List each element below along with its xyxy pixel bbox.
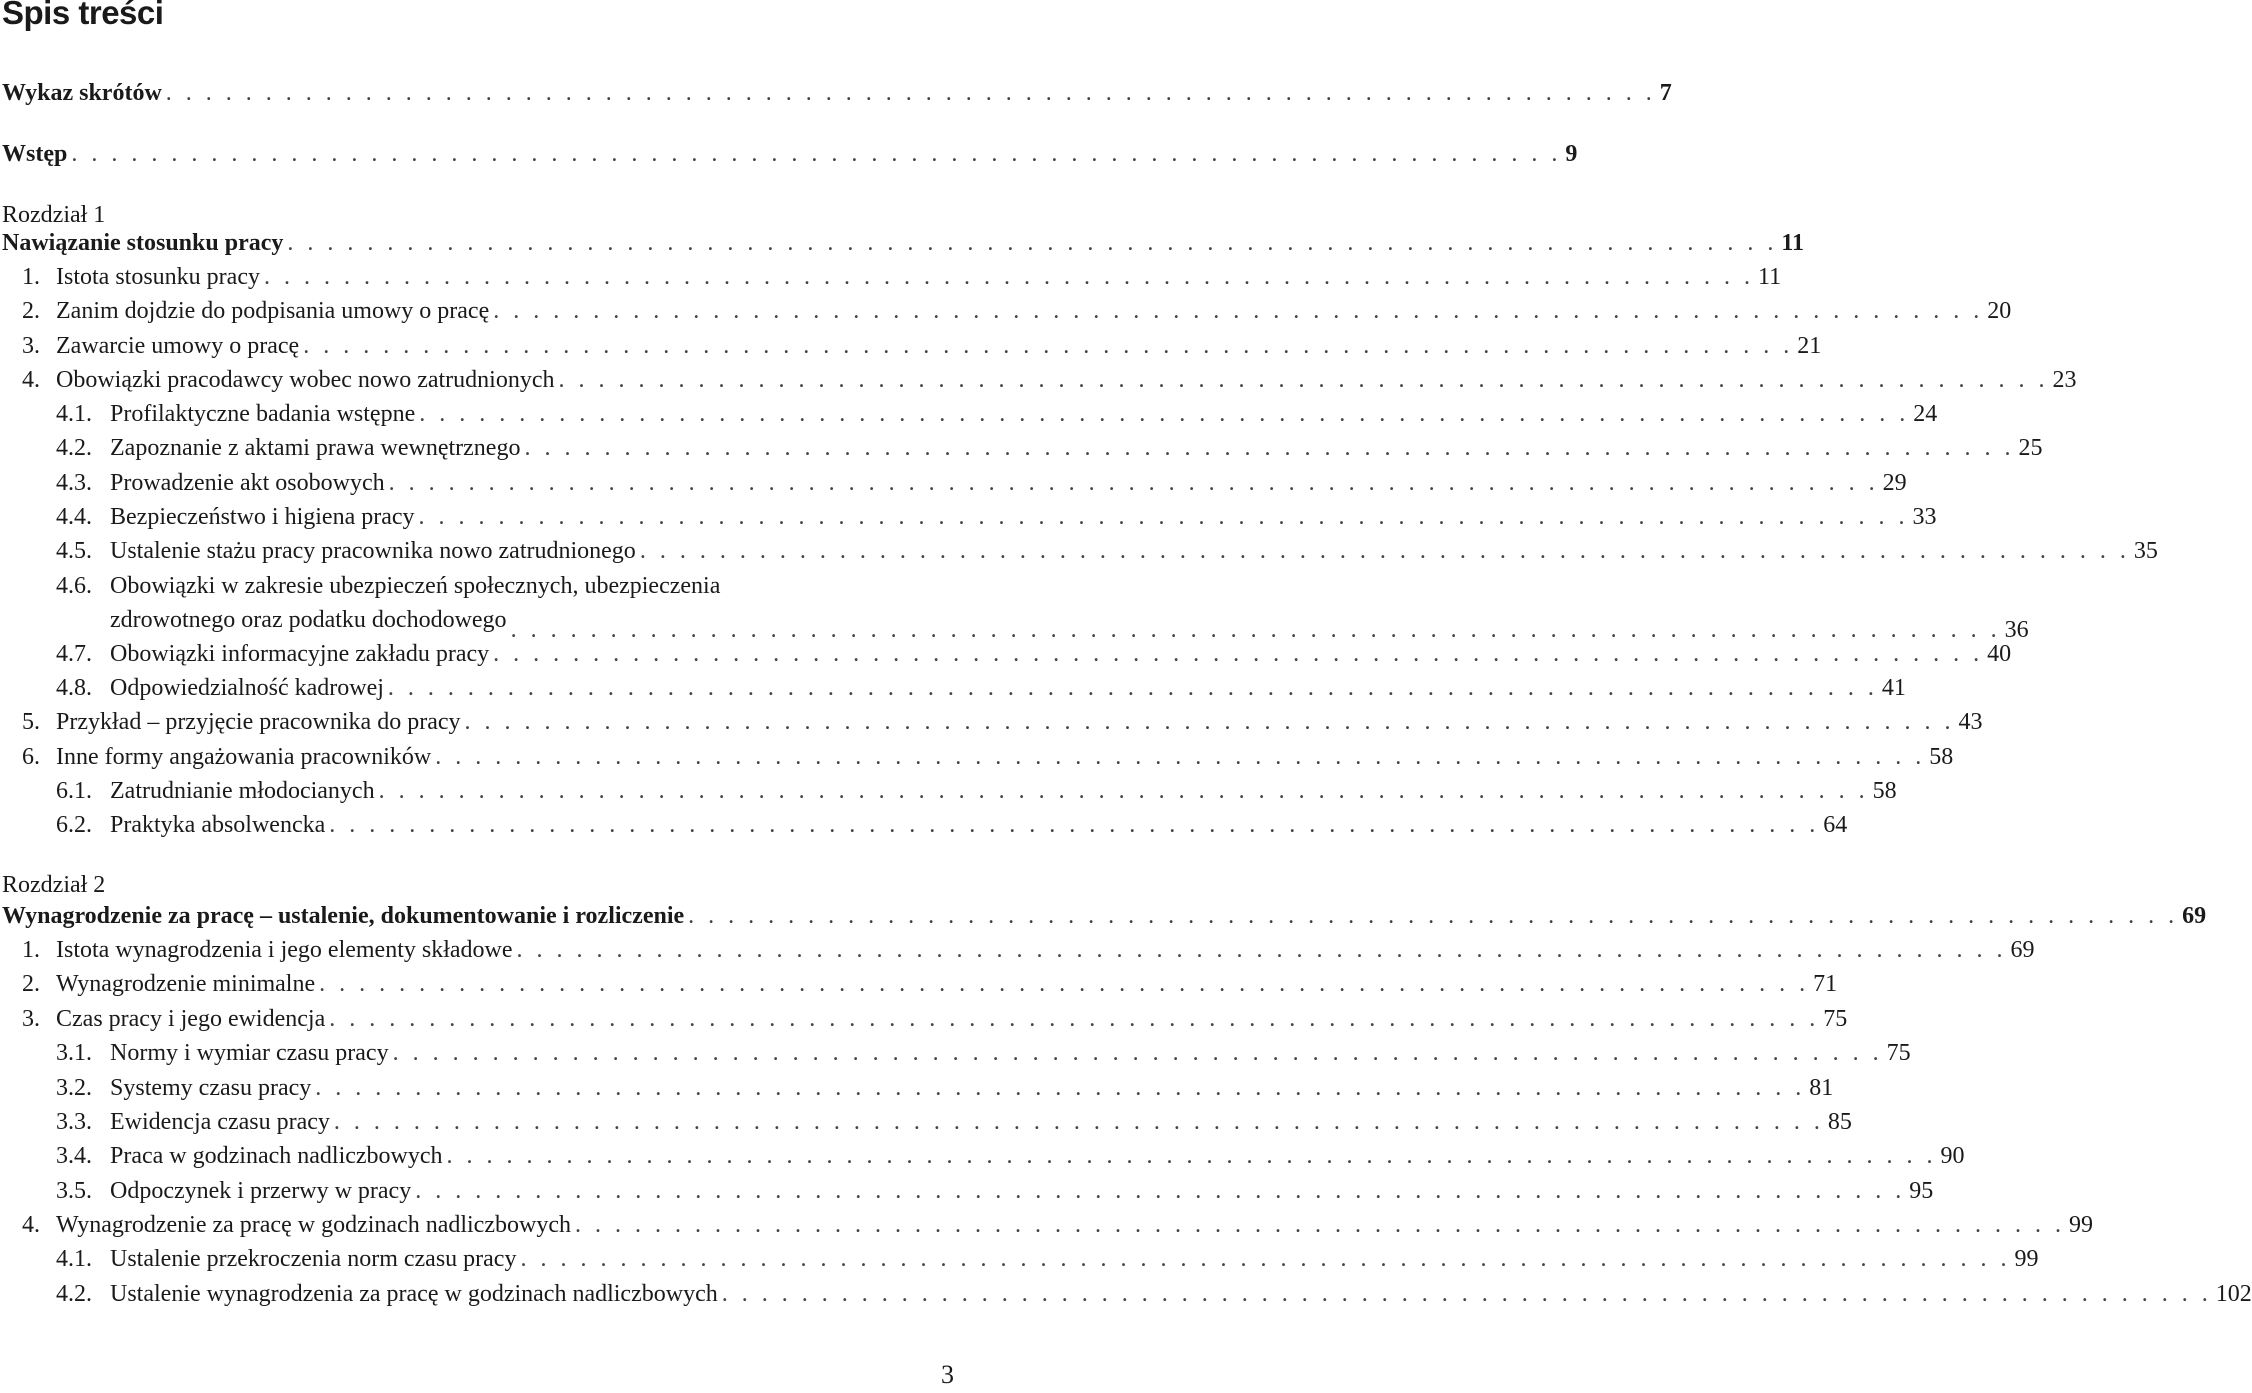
- toc-entry-number: 1.: [22, 937, 40, 963]
- dot-leader: . . . . . . . . . . . . . . . . . . . . . . . . . . . . . . . . . . . . . . . . . . . . . . . . . . . . . . . . . . . . . . . . . . . . . . . . . . .: [639, 538, 2130, 564]
- toc-entry[interactable]: [0, 431, 2043, 465]
- toc-entry-page: 69: [2182, 903, 2207, 929]
- toc-entry[interactable]: [0, 294, 2012, 328]
- dot-leader: . . . . . . . . . . . . . . . . . . . . . . . . . . . . . . . . . . . . . . . . . . . . . . . . . . . . . . . . . . . . . . . . . . . . . . . . . . .: [315, 1075, 1806, 1101]
- toc-entry[interactable]: [0, 1036, 1911, 1070]
- toc-entry-title: Istota wynagrodzenia i jego elementy składowe: [56, 937, 513, 963]
- toc-entry-title: Obowiązki informacyjne zakładu pracy: [110, 641, 490, 667]
- toc-entry-number: 4.4.: [56, 504, 92, 530]
- toc-entry-number: 3.2.: [56, 1075, 92, 1101]
- dot-leader: . . . . . . . . . . . . . . . . . . . . . . . . . . . . . . . . . . . . . . . . . . . . . . . . . . . . . . . . . . . . . . . . . . . . . . . . . . .: [415, 1178, 1906, 1204]
- dot-leader: . . . . . . . . . . . . . . . . . . . . . . . . . . . . . . . . . . . . . . . . . . . . . . . . . . . . . . . . . . . . . . . . . . . . . . . . . . .: [71, 141, 1562, 167]
- toc-entry-number: 4.2.: [56, 435, 92, 461]
- dot-leader: . . . . . . . . . . . . . . . . . . . . . . . . . . . . . . . . . . . . . . . . . . . . . . . . . . . . . . . . . . . . . . . . . . . . . . . . . . .: [378, 778, 1869, 804]
- dot-leader: . . . . . . . . . . . . . . . . . . . . . . . . . . . . . . . . . . . . . . . . . . . . . . . . . . . . . . . . . . . . . . . . . . . . . . . . . . .: [435, 744, 1926, 770]
- toc-entry-page: 20: [1987, 298, 2012, 324]
- dot-leader: . . . . . . . . . . . . . . . . . . . . . . . . . . . . . . . . . . . . . . . . . . . . . . . . . . . . . . . . . . . . . . . . . . . . . . . . . . .: [574, 1212, 2065, 1238]
- toc-entry[interactable]: [0, 808, 1848, 842]
- toc-entry[interactable]: [0, 1242, 2039, 1276]
- toc-entry-title: Zanim dojdzie do podpisania umowy o pracę: [56, 298, 490, 324]
- toc-entry-page: 11: [1781, 230, 1805, 256]
- toc-entry-title: Wynagrodzenie za pracę – ustalenie, dokumentowanie i rozliczenie: [2, 903, 685, 929]
- toc-entry-page: 33: [1912, 504, 1937, 530]
- toc-entry-title: Zapoznanie z aktami prawa wewnętrznego: [110, 435, 521, 461]
- dot-leader: . . . . . . . . . . . . . . . . . . . . . . . . . . . . . . . . . . . . . . . . . . . . . . . . . . . . . . . . . . . . . . . . . . . . . . . . . . .: [558, 367, 2049, 393]
- toc-entry[interactable]: [0, 329, 1822, 363]
- dot-leader: . . . . . . . . . . . . . . . . . . . . . . . . . . . . . . . . . . . . . . . . . . . . . . . . . . . . . . . . . . . . . . . . . . . . . . . . . . .: [464, 709, 1955, 735]
- toc-entry-number: 3.1.: [56, 1040, 92, 1066]
- toc-entry-title: Bezpieczeństwo i higiena pracy: [110, 504, 415, 530]
- dot-leader: . . . . . . . . . . . . . . . . . . . . . . . . . . . . . . . . . . . . . . . . . . . . . . . . . . . . . . . . . . . . . . . . . . . . . . . . . . .: [721, 1281, 2212, 1307]
- chapter-heading: Rozdział 2: [2, 872, 106, 898]
- toc-entry-number: 5.: [22, 709, 40, 735]
- toc-entry[interactable]: [0, 500, 1937, 534]
- toc-entry-page: 99: [2014, 1246, 2039, 1272]
- toc-entry-title: Wynagrodzenie minimalne: [56, 971, 316, 997]
- toc-entry-page: 41: [1881, 675, 1906, 701]
- toc-entry-number: 4.7.: [56, 641, 92, 667]
- toc-entry-title: Ewidencja czasu pracy: [110, 1109, 330, 1135]
- toc-entry-number: 4.: [22, 367, 40, 393]
- toc-entry-page: 81: [1809, 1075, 1834, 1101]
- toc-entry-title: Wykaz skrótów: [2, 80, 162, 106]
- toc-entry-page: 29: [1882, 470, 1907, 496]
- chapter-heading: Rozdział 1: [2, 202, 106, 228]
- toc-entry-number: 3.4.: [56, 1143, 92, 1169]
- toc-entry-title: Inne formy angażowania pracowników: [56, 744, 432, 770]
- toc-entry-page: 25: [2018, 435, 2043, 461]
- toc-entry-page: 24: [1913, 401, 1938, 427]
- toc-entry-page: 58: [1929, 744, 1954, 770]
- toc-entry-page: 43: [1958, 709, 1983, 735]
- toc-entry-number: 4.6.: [56, 573, 92, 599]
- toc-entry-title: Normy i wymiar czasu pracy: [110, 1040, 389, 1066]
- dot-leader: . . . . . . . . . . . . . . . . . . . . . . . . . . . . . . . . . . . . . . . . . . . . . . . . . . . . . . . . . . . . . . . . . . . . . . . . . . .: [263, 264, 1754, 290]
- toc-entry-number: 3.: [22, 333, 40, 359]
- toc-entry-number: 6.1.: [56, 778, 92, 804]
- dot-leader: . . . . . . . . . . . . . . . . . . . . . . . . . . . . . . . . . . . . . . . . . . . . . . . . . . . . . . . . . . . . . . . . . . . . . . . . . . .: [388, 470, 1879, 496]
- toc-entry-title: Zawarcie umowy o pracę: [56, 333, 300, 359]
- toc-entry-title: Obowiązki pracodawcy wobec nowo zatrudnionych: [56, 367, 555, 393]
- toc-entry-title: Czas pracy i jego ewidencja: [56, 1006, 326, 1032]
- toc-entry[interactable]: [0, 1277, 2252, 1311]
- toc-entry-number: 4.: [22, 1212, 40, 1238]
- toc-entry-page: 58: [1872, 778, 1897, 804]
- toc-entry-number: 4.2.: [56, 1281, 92, 1307]
- toc-entry-page: 64: [1823, 812, 1848, 838]
- toc-entry[interactable]: [0, 933, 2035, 967]
- dot-leader: . . . . . . . . . . . . . . . . . . . . . . . . . . . . . . . . . . . . . . . . . . . . . . . . . . . . . . . . . . . . . . . . . . . . . . . . . . .: [524, 435, 2015, 461]
- toc-entry-page: 69: [2010, 937, 2035, 963]
- toc-entry-title: zdrowotnego oraz podatku dochodowego: [110, 607, 507, 633]
- page-number: 3: [941, 1360, 954, 1389]
- toc-entry[interactable]: [0, 637, 2012, 671]
- toc-entry[interactable]: [0, 705, 1983, 739]
- toc-entry-title: Wstęp: [2, 141, 68, 167]
- toc-entry-number: 4.8.: [56, 675, 92, 701]
- toc-entry-page: 102: [2215, 1281, 2252, 1307]
- toc-entry-number: 1.: [22, 264, 40, 290]
- toc-entry[interactable]: [0, 226, 1805, 260]
- toc-entry[interactable]: [0, 534, 2158, 568]
- toc-entry-page: 90: [1940, 1143, 1965, 1169]
- toc-entry-page: 85: [1827, 1109, 1852, 1135]
- toc-entry-page: 99: [2068, 1212, 2093, 1238]
- dot-leader: . . . . . . . . . . . . . . . . . . . . . . . . . . . . . . . . . . . . . . . . . . . . . . . . . . . . . . . . . . . . . . . . . . . . . . . . . . .: [329, 1006, 1820, 1032]
- dot-leader: . . . . . . . . . . . . . . . . . . . . . . . . . . . . . . . . . . . . . . . . . . . . . . . . . . . . . . . . . . . . . . . . . . . . . . . . . . .: [446, 1143, 1937, 1169]
- toc-entry-title: Przykład – przyjęcie pracownika do pracy: [56, 709, 461, 735]
- dot-leader: . . . . . . . . . . . . . . . . . . . . . . . . . . . . . . . . . . . . . . . . . . . . . . . . . . . . . . . . . . . . . . . . . . . . . . . . . . .: [516, 937, 2007, 963]
- toc-entry-title: Praktyka absolwencka: [110, 812, 326, 838]
- toc-entry-page: 11: [1757, 264, 1782, 290]
- toc-entry-title: Ustalenie stażu pracy pracownika nowo zatrudnionego: [110, 538, 636, 564]
- dot-leader: . . . . . . . . . . . . . . . . . . . . . . . . . . . . . . . . . . . . . . . . . . . . . . . . . . . . . . . . . . . . . . . . . . . . . . . . . . .: [303, 333, 1794, 359]
- toc-entry[interactable]: [0, 1071, 1834, 1105]
- toc-entry[interactable]: [0, 137, 1578, 171]
- toc-entry[interactable]: [0, 397, 1938, 431]
- toc-entry-page: 7: [1659, 80, 1672, 106]
- toc-entry[interactable]: [0, 1139, 1965, 1173]
- dot-leader: . . . . . . . . . . . . . . . . . . . . . . . . . . . . . . . . . . . . . . . . . . . . . . . . . . . . . . . . . . . . . . . . . . . . . . . . . . .: [419, 401, 1910, 427]
- dot-leader: . . . . . . . . . . . . . . . . . . . . . . . . . . . . . . . . . . . . . . . . . . . . . . . . . . . . . . . . . . . . . . . . . . . . . . . . . . .: [329, 812, 1820, 838]
- toc-entry-title: Odpowiedzialność kadrowej: [110, 675, 384, 701]
- dot-leader: . . . . . . . . . . . . . . . . . . . . . . . . . . . . . . . . . . . . . . . . . . . . . . . . . . . . . . . . . . . . . . . . . . . . . . . . . . .: [319, 971, 1810, 997]
- toc-entry-title: Ustalenie wynagrodzenia za pracę w godzinach nadliczbowych: [110, 1281, 718, 1307]
- dot-leader: . . . . . . . . . . . . . . . . . . . . . . . . . . . . . . . . . . . . . . . . . . . . . . . . . . . . . . . . . . . . . . . . . . . . . . . . . . .: [493, 641, 1984, 667]
- dot-leader: . . . . . . . . . . . . . . . . . . . . . . . . . . . . . . . . . . . . . . . . . . . . . . . . . . . . . . . . . . . . . . . . . . . . . . . . . . .: [510, 617, 2001, 643]
- toc-entry-title: Systemy czasu pracy: [110, 1075, 312, 1101]
- dot-leader: . . . . . . . . . . . . . . . . . . . . . . . . . . . . . . . . . . . . . . . . . . . . . . . . . . . . . . . . . . . . . . . . . . . . . . . . . . .: [392, 1040, 1883, 1066]
- toc-entry[interactable]: [0, 1105, 1852, 1139]
- toc-entry-title: Praca w godzinach nadliczbowych: [110, 1143, 443, 1169]
- toc-entry-title: Prowadzenie akt osobowych: [110, 470, 385, 496]
- toc-entry-page: 75: [1886, 1040, 1911, 1066]
- dot-leader: . . . . . . . . . . . . . . . . . . . . . . . . . . . . . . . . . . . . . . . . . . . . . . . . . . . . . . . . . . . . . . . . . . . . . . . . . . .: [493, 298, 1984, 324]
- toc-entry[interactable]: [0, 603, 2029, 643]
- toc-entry-page: 35: [2133, 538, 2158, 564]
- page-title: Spis treści: [2, 0, 164, 31]
- toc-entry-number: 4.1.: [56, 1246, 92, 1272]
- toc-entry-number: 4.3.: [56, 470, 92, 496]
- toc-entry-number: [56, 603, 110, 637]
- toc-entry-number: 3.5.: [56, 1178, 92, 1204]
- toc-entry[interactable]: [0, 671, 1906, 705]
- toc-entry[interactable]: [0, 774, 1897, 808]
- toc-entry-page: 95: [1909, 1178, 1934, 1204]
- dot-leader: . . . . . . . . . . . . . . . . . . . . . . . . . . . . . . . . . . . . . . . . . . . . . . . . . . . . . . . . . . . . . . . . . . . . . . . . . . .: [418, 504, 1909, 530]
- toc-entry[interactable]: [0, 466, 1907, 500]
- toc-entry[interactable]: [0, 1002, 1848, 1036]
- toc-entry-title: Istota stosunku pracy: [56, 264, 260, 290]
- toc-entry-page: 40: [1987, 641, 2012, 667]
- dot-leader: . . . . . . . . . . . . . . . . . . . . . . . . . . . . . . . . . . . . . . . . . . . . . . . . . . . . . . . . . . . . . . . . . . . . . . . . . . .: [688, 903, 2179, 929]
- toc-entry-number: 3.: [22, 1006, 40, 1032]
- toc-entry[interactable]: [0, 76, 1672, 110]
- toc-entry-multiline-start[interactable]: [56, 569, 720, 603]
- dot-leader: . . . . . . . . . . . . . . . . . . . . . . . . . . . . . . . . . . . . . . . . . . . . . . . . . . . . . . . . . . . . . . . . . . . . . . . . . . .: [165, 80, 1656, 106]
- toc-entry-title: Nawiązanie stosunku pracy: [2, 230, 284, 256]
- toc-entry-number: 2.: [22, 971, 40, 997]
- toc-entry-number: 3.3.: [56, 1109, 92, 1135]
- toc-entry-title: Zatrudnianie młodocianych: [110, 778, 375, 804]
- toc-entry-page: 9: [1565, 141, 1578, 167]
- toc-entry-number: 4.1.: [56, 401, 92, 427]
- toc-entry[interactable]: [0, 1208, 2093, 1242]
- toc-entry[interactable]: [0, 260, 1782, 294]
- toc-entry-title: Obowiązki w zakresie ubezpieczeń społecznych, ubezpieczenia: [110, 573, 721, 599]
- toc-entry-page: 21: [1797, 333, 1822, 359]
- toc-entry[interactable]: [0, 899, 2207, 933]
- dot-leader: . . . . . . . . . . . . . . . . . . . . . . . . . . . . . . . . . . . . . . . . . . . . . . . . . . . . . . . . . . . . . . . . . . . . . . . . . . .: [333, 1109, 1824, 1135]
- toc-entry-number: 6.: [22, 744, 40, 770]
- toc-entry-number: 2.: [22, 298, 40, 324]
- toc-entry[interactable]: [0, 967, 1838, 1001]
- toc-entry[interactable]: [0, 1174, 1934, 1208]
- toc-entry-title: Profilaktyczne badania wstępne: [110, 401, 416, 427]
- toc-entry-page: 71: [1813, 971, 1838, 997]
- toc-entry[interactable]: [0, 740, 1954, 774]
- toc-entry-title: Odpoczynek i przerwy w pracy: [110, 1178, 412, 1204]
- toc-entry-title: Wynagrodzenie za pracę w godzinach nadliczbowych: [56, 1212, 571, 1238]
- toc-entry-page: 23: [2052, 367, 2077, 393]
- toc-entry-number: 6.2.: [56, 812, 92, 838]
- toc-entry-page: 36: [2004, 617, 2029, 643]
- dot-leader: . . . . . . . . . . . . . . . . . . . . . . . . . . . . . . . . . . . . . . . . . . . . . . . . . . . . . . . . . . . . . . . . . . . . . . . . . . .: [520, 1246, 2011, 1272]
- toc-entry[interactable]: [0, 363, 2077, 397]
- dot-leader: . . . . . . . . . . . . . . . . . . . . . . . . . . . . . . . . . . . . . . . . . . . . . . . . . . . . . . . . . . . . . . . . . . . . . . . . . . .: [287, 230, 1778, 256]
- toc-entry-number: 4.5.: [56, 538, 92, 564]
- toc-entry-title: Ustalenie przekroczenia norm czasu pracy: [110, 1246, 517, 1272]
- dot-leader: . . . . . . . . . . . . . . . . . . . . . . . . . . . . . . . . . . . . . . . . . . . . . . . . . . . . . . . . . . . . . . . . . . . . . . . . . . .: [387, 675, 1878, 701]
- toc-entry-page: 75: [1823, 1006, 1848, 1032]
